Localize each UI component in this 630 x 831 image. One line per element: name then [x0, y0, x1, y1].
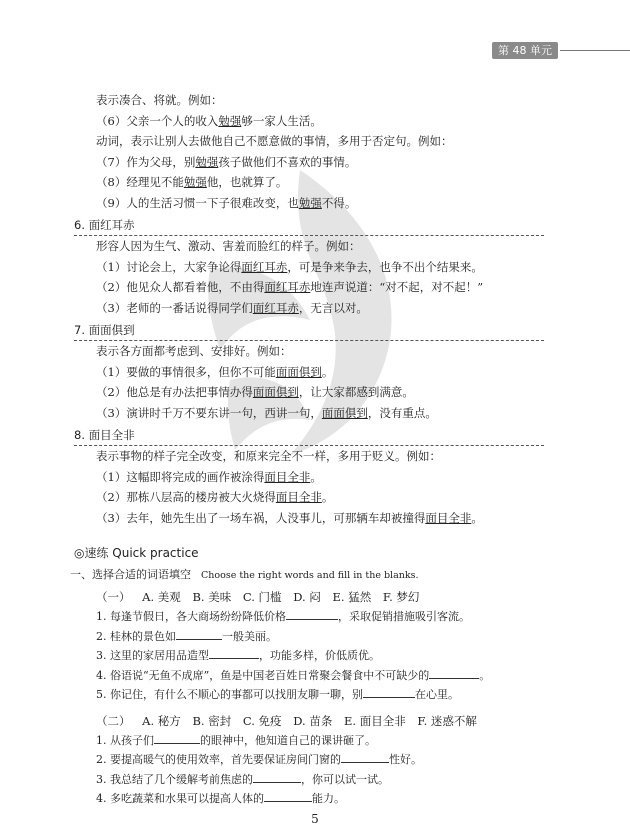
option: E. 面目全非	[344, 713, 406, 728]
option: F. 迷惑不解	[417, 713, 477, 728]
question: 2. 要提高暖气的使用效率，首先要保证房间门窗的 性好。	[74, 750, 544, 770]
question: 4. 俗语说“无鱼不成席”，鱼是中国老百姓日常聚会餐食中不可缺少的 。	[74, 666, 544, 686]
example-line: （2）那栋八层高的楼房被大火烧得面目全非。	[96, 490, 334, 504]
option: D. 苗条	[293, 713, 333, 728]
task-instruction: 一、选择合适的词语填空 Choose the right words and fill in the blanks.	[70, 568, 419, 581]
definition: 表示各方面都考虑到、安排好。例如：	[96, 344, 292, 358]
question: 5. 你记住，有什么不顺心的事都可以找朋友聊一聊，别 在心里。	[74, 685, 544, 705]
answer-blank[interactable]	[253, 770, 301, 783]
definition: 形容人因为生气、激动、害羞而脸红的样子。例如：	[96, 239, 361, 253]
answer-blank[interactable]	[209, 646, 259, 659]
example-line: （8）经理见不能勉强他，也就算了。	[96, 175, 288, 189]
option: D. 闷	[293, 590, 321, 604]
option-list-2	[74, 711, 544, 731]
example-line: （3）演讲时千万不要东讲一句，西讲一句，面面俱到，没有重点。	[96, 405, 437, 420]
headword: 8. 面目全非	[74, 425, 544, 446]
answer-blank[interactable]	[176, 627, 222, 640]
answer-blank[interactable]	[363, 685, 415, 698]
option: C. 门槛	[242, 590, 282, 604]
definition: 动词，表示让别人去做他自己不愿意做的事情，多用于否定句。例如：	[96, 134, 453, 148]
example-line: （7）作为父母，别勉强孩子做他们不喜欢的事情。	[96, 154, 357, 169]
unit-tag: 第 48 单元	[492, 42, 558, 59]
headword: 6. 面红耳赤	[74, 215, 544, 236]
option: B. 密封	[192, 713, 232, 728]
option: E. 猛然	[332, 590, 372, 604]
question: 2. 桂林的景色如 一般美丽。	[74, 627, 544, 647]
group-label: （一）	[96, 590, 131, 604]
example-line: （2）他总是有办法把事情办得面面俱到，让大家都感到满意。	[96, 385, 414, 399]
question: 3. 这里的家居用品造型 ，功能多样，价低质优。	[74, 646, 544, 666]
example-line: （1）要做的事情很多，但你不可能面面俱到。	[96, 364, 334, 379]
answer-blank[interactable]	[286, 607, 338, 620]
page-number: 5	[311, 812, 319, 826]
question: 1. 从孩子们 的眼神中，他知道自己的课讲砸了。	[74, 731, 544, 751]
headword: 7. 面面俱到	[74, 320, 544, 341]
example-line: （3）去年，她先生出了一场车祸，人没事儿，可那辆车却被撞得面目全非。	[96, 510, 483, 525]
practice-title: ◎速练 Quick practice	[74, 546, 199, 560]
option-list-1	[74, 587, 544, 607]
question: 3. 我总结了几个缓解考前焦虑的 ，你可以试一试。	[74, 770, 544, 790]
option: A. 秘方	[142, 713, 181, 728]
option: A. 美观	[142, 590, 181, 604]
example-line: （6）父亲一个人的收入勉强够一家人生活。	[96, 113, 322, 128]
example-line: （1）讨论会上，大家争论得面红耳赤，可是争来争去，也争不出个结果来。	[96, 259, 483, 274]
answer-blank[interactable]	[154, 731, 200, 744]
question: 4. 多吃蔬菜和水果可以提高人体的 能力。	[74, 789, 544, 809]
example-line: （2）他见众人都看着他，不由得面红耳赤地连声说道：“对不起，对不起！”	[96, 280, 484, 294]
option: B. 美味	[192, 590, 232, 604]
answer-blank[interactable]	[429, 666, 479, 679]
definition: 表示事物的样子完全改变，和原来完全不一样，多用于贬义。例如：	[96, 449, 441, 463]
answer-blank[interactable]	[341, 750, 389, 763]
option: F. 梦幻	[382, 590, 420, 604]
example-line: （3）老师的一番话说得同学们面红耳赤，无言以对。	[96, 300, 368, 315]
question: 1. 每逢节假日，各大商场纷纷降低价格 ，采取促销措施吸引客流。	[74, 607, 544, 627]
answer-blank[interactable]	[264, 789, 312, 802]
example-line: （1）这幅即将完成的画作被涂得面目全非。	[96, 469, 322, 484]
group-label: （二）	[96, 713, 131, 728]
option: C. 免疫	[242, 713, 282, 728]
definition: 表示凑合、将就。例如：	[96, 93, 223, 107]
header-rule	[560, 50, 630, 51]
example-line: （9）人的生活习惯一下子很难改变，也勉强不得。	[96, 195, 357, 210]
unit-header	[0, 40, 630, 62]
page-content	[70, 90, 544, 809]
